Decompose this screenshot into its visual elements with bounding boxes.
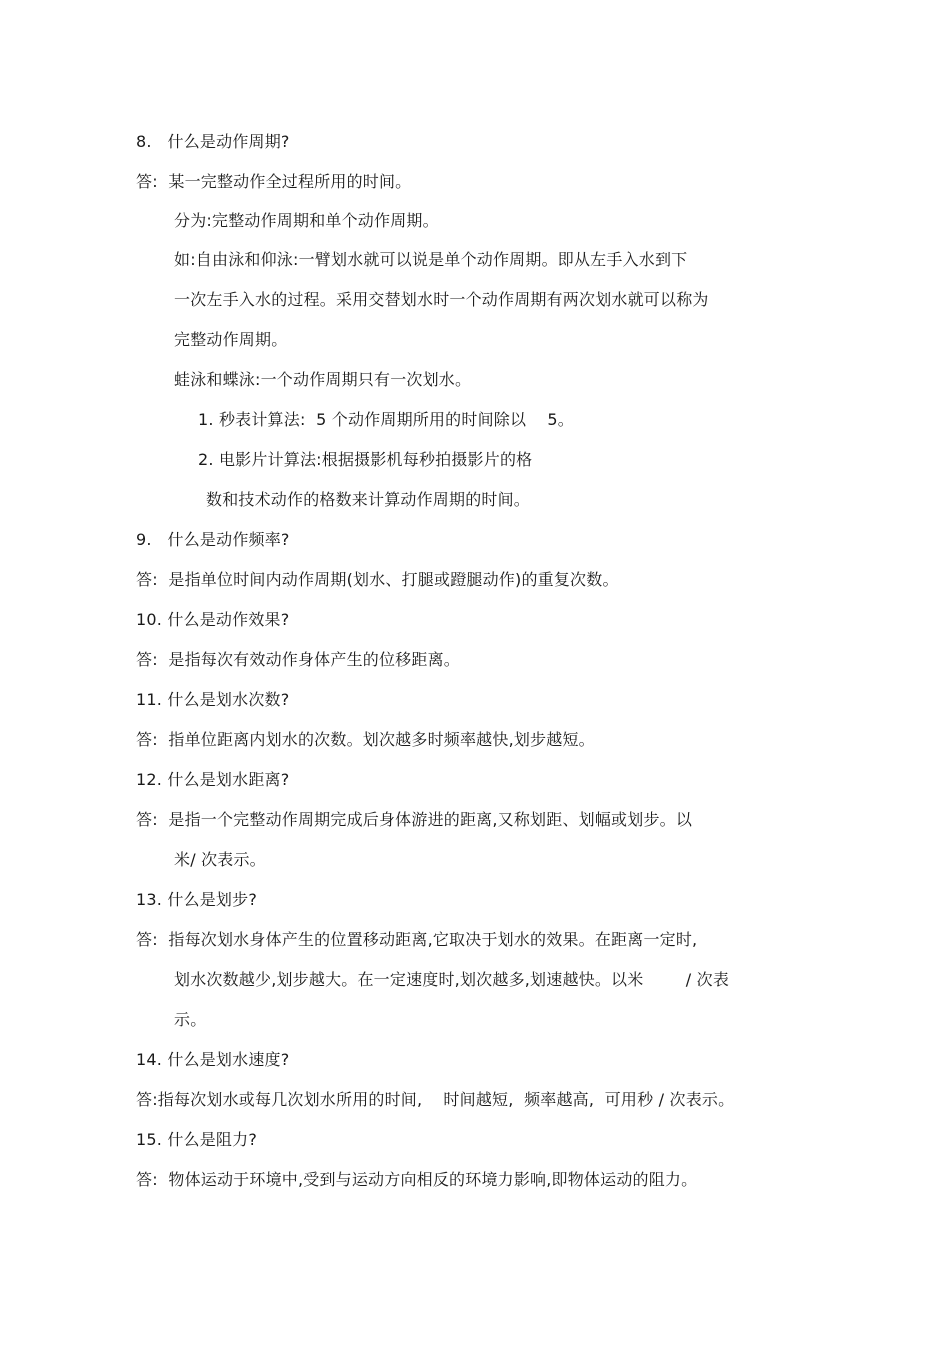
answer-14: 答:指每次划水或每几次划水所用的时间, 时间越短, 频率越高, 可用秒 / 次表示。: [136, 1090, 735, 1109]
answer-8-method-2-line-1: 2. 电影片计算法:根据摄影机每秒拍摄影片的格: [198, 450, 533, 469]
question-15: 15. 什么是阻力?: [136, 1130, 258, 1149]
answer-11: 答: 指单位距离内划水的次数。划次越多时频率越快,划步越短。: [136, 730, 595, 749]
question-14: 14. 什么是划水速度?: [136, 1050, 290, 1069]
answer-12-line-1: 答: 是指一个完整动作周期完成后身体游进的距离,又称划距、划幅或划步。以: [136, 810, 693, 829]
answer-8-method-1: 1. 秒表计算法: 5 个动作周期所用的时间除以 5。: [198, 410, 574, 429]
answer-8: 答: 某一完整动作全过程所用的时间。: [136, 172, 412, 191]
answer-8-division: 分为:完整动作周期和单个动作周期。: [174, 211, 439, 230]
question-8: 8. 什么是动作周期?: [136, 132, 290, 151]
answer-10: 答: 是指每次有效动作身体产生的位移距离。: [136, 650, 460, 669]
answer-12-line-2: 米/ 次表示。: [174, 850, 266, 869]
answer-15: 答: 物体运动于环境中,受到与运动方向相反的环境力影响,即物体运动的阻力。: [136, 1170, 698, 1189]
answer-8-method-2-line-2: 数和技术动作的格数来计算动作周期的时间。: [206, 490, 531, 509]
answer-8-example-line-3: 完整动作周期。: [174, 330, 288, 349]
question-10: 10. 什么是动作效果?: [136, 610, 290, 629]
answer-8-example-line-1: 如:自由泳和仰泳:一臂划水就可以说是单个动作周期。即从左手入水到下: [174, 250, 688, 269]
answer-13-line-1: 答: 指每次划水身体产生的位置移动距离,它取决于划水的效果。在距离一定时,: [136, 930, 698, 949]
question-12: 12. 什么是划水距离?: [136, 770, 290, 789]
question-13: 13. 什么是划步?: [136, 890, 258, 909]
answer-8-example-line-2: 一次左手入水的过程。采用交替划水时一个动作周期有两次划水就可以称为: [174, 290, 709, 309]
question-9: 9. 什么是动作频率?: [136, 530, 290, 549]
question-11: 11. 什么是划水次数?: [136, 690, 290, 709]
answer-8-breaststroke: 蛙泳和蝶泳:一个动作周期只有一次划水。: [174, 370, 472, 389]
answer-13-line-2: 划水次数越少,划步越大。在一定速度时,划次越多,划速越快。以米 / 次表: [174, 970, 730, 989]
answer-13-line-3: 示。: [174, 1010, 207, 1029]
answer-9: 答: 是指单位时间内动作周期(划水、打腿或蹬腿动作)的重复次数。: [136, 570, 619, 589]
